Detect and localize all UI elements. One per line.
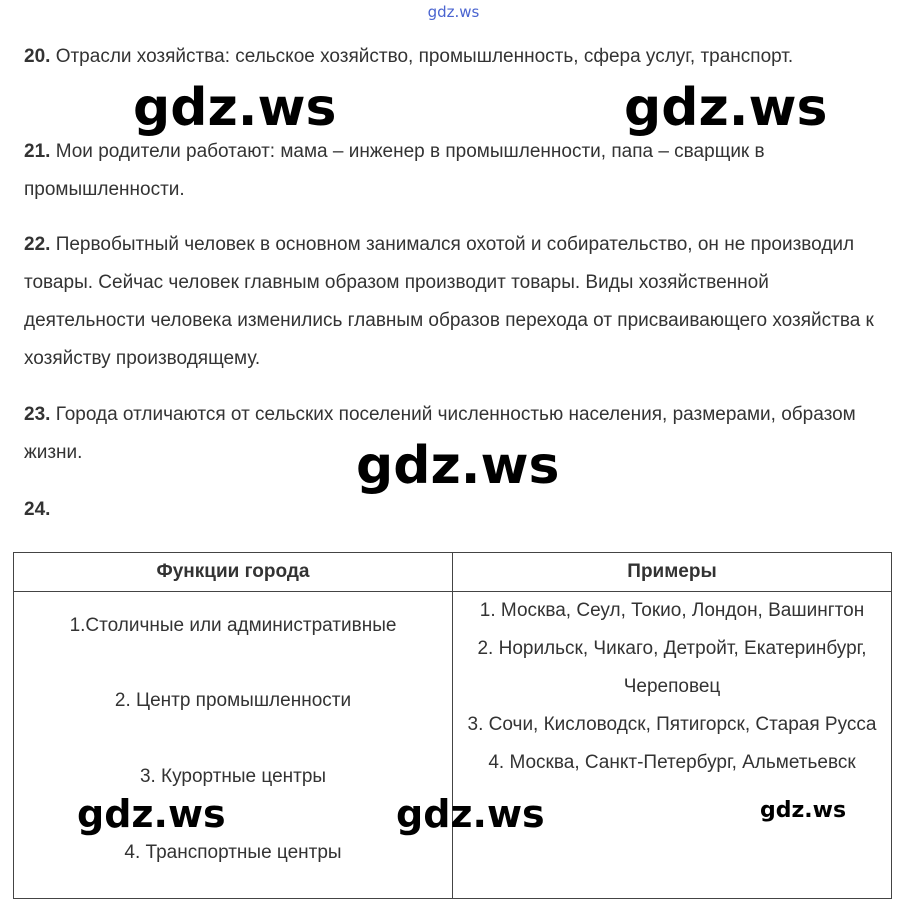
function-item: 4. Транспортные центры [124,842,342,863]
site-mark[interactable]: gdz.ws [427,3,480,21]
watermark: gdz.ws [396,792,545,836]
answer-text: Города отличаются от сельских поселений численностью населения, размерами, образом жизни. [24,404,856,463]
functions-cell [14,592,453,899]
answer-number: 23. [24,404,51,425]
answer-24 [24,491,884,529]
answer-number: 20. [24,46,51,67]
table-row [14,592,892,899]
watermark: gdz.ws [77,792,226,836]
answer-number: 24. [24,499,51,520]
watermark: gdz.ws [760,798,847,823]
example-item: 3. Сочи, Кисловодск, Пятигорск, Старая Русса [467,714,877,735]
answer-text: Мои родители работают: мама – инженер в промышленности, папа – сварщик в промышленности. [24,141,765,200]
answer-number: 21. [24,141,51,162]
answer-text: Первобытный человек в основном занимался охотой и собирательство, он не производил товары. Сейчас человек главным образом производит товары. Виды хозяйственной деятельности человека изменились главным образов перехода от присваивающего хозяйства к хозяйству производящему. [24,234,874,369]
watermark: gdz.ws [133,78,337,138]
function-item: 1.Столичные или административные [69,615,397,636]
city-functions-table [13,552,892,899]
answer-number: 22. [24,234,51,255]
answer-21 [24,133,884,209]
answer-20 [24,38,884,76]
function-item: 3. Курортные центры [139,766,327,787]
header-functions: Функции города [14,553,453,592]
header-examples: Примеры [453,553,892,592]
function-item: 2. Центр промышленности [114,690,352,711]
example-item: 4. Москва, Санкт-Петербург, Альметьевск [488,752,856,773]
watermark: gdz.ws [356,436,560,496]
table-header-row [14,553,892,592]
example-item: 2. Норильск, Чикаго, Детройт, Екатеринбург, Череповец [477,638,867,697]
answer-text: Отрасли хозяйства: сельское хозяйство, промышленность, сфера услуг, транспорт. [50,46,794,67]
answer-22 [24,226,884,378]
examples-cell [453,592,892,899]
watermark: gdz.ws [624,78,828,138]
example-item: 1. Москва, Сеул, Токио, Лондон, Вашингтон [479,600,865,621]
